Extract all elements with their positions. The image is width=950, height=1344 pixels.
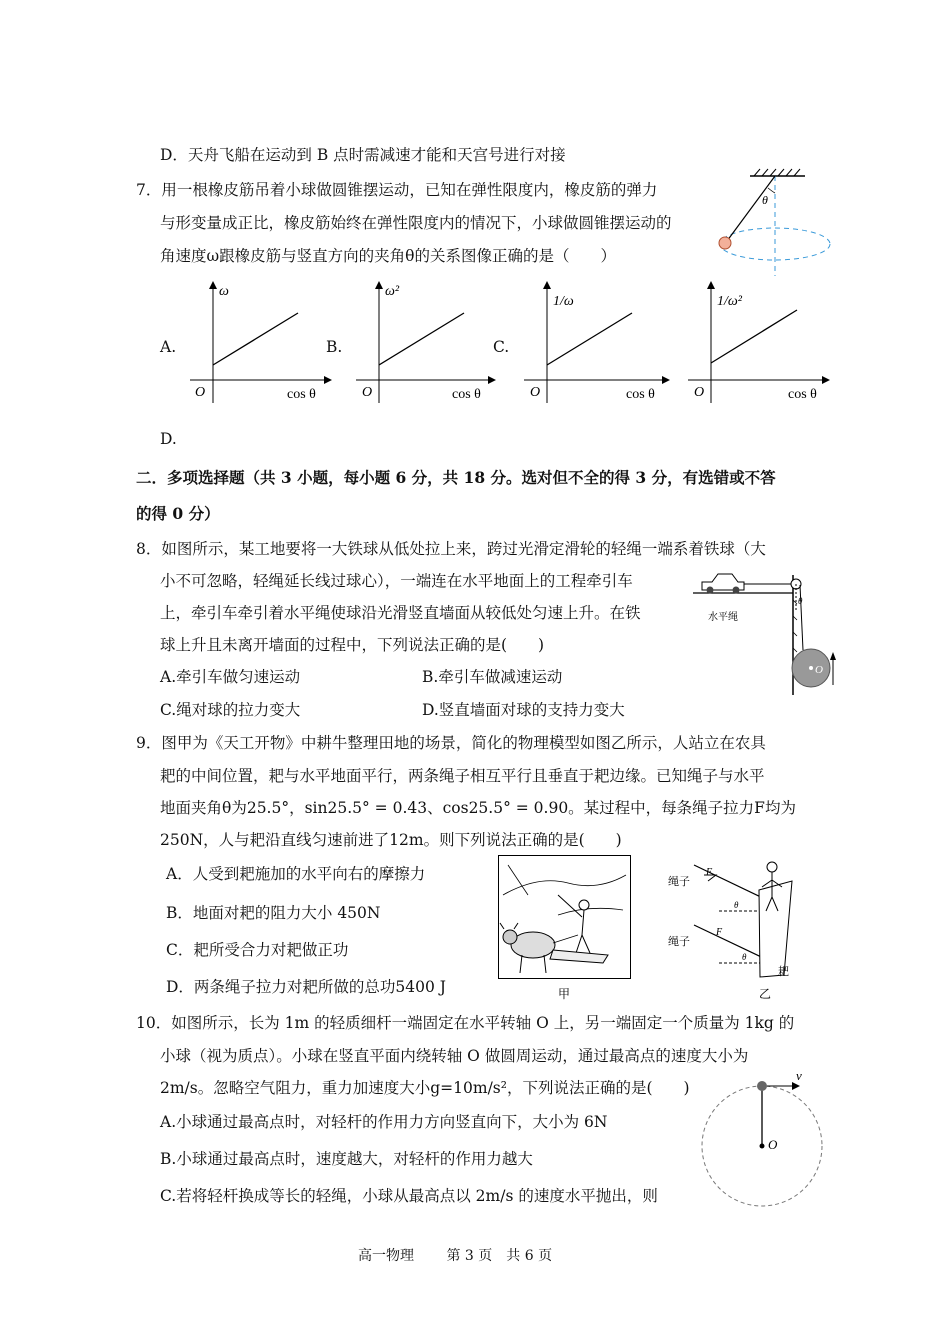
q9-option: D．两条绳子拉力对耙所做的总功5400 J xyxy=(166,978,447,996)
q10-stem-line: 2m/s。忽略空气阻力，重力加速度大小g=10m/s²，下列说法正确的是( ) xyxy=(160,1079,690,1097)
q9-force-label: F xyxy=(706,867,713,878)
q7-graph-c xyxy=(520,278,675,408)
q7-graph-y-label: 1/ω² xyxy=(717,294,742,309)
q7-graph-y-label: 1/ω xyxy=(553,294,574,309)
q9-theta-label: θ xyxy=(734,900,739,910)
q7-graph-x-label: cos θ xyxy=(626,387,655,402)
q9-rope-label: 绳子 xyxy=(668,936,690,948)
q9-stem-line: 地面夹角θ为25.5°，sin25.5° = 0.43、cos25.5° = 0.90。某过程中，每条绳子拉力F均为 xyxy=(160,799,796,817)
q8-theta-label: θ xyxy=(798,596,803,606)
q9-rake-label: 耙 xyxy=(778,966,789,978)
q9-option: A．人受到耙施加的水平向右的摩擦力 xyxy=(166,865,426,883)
q10-velocity-label: v xyxy=(796,1068,802,1083)
q10-axis-label: O xyxy=(768,1137,778,1152)
q10-stem-line: 小球（视为质点）。小球在竖直平面内绕转轴 O 做圆周运动，通过最高点的速度大小为 xyxy=(160,1047,749,1065)
q8-rope-label: 水平绳 xyxy=(708,612,738,623)
q9-stem-line: 耙的中间位置，耙与水平地面平行，两条绳子相互平行且垂直于耙边缘。已知绳子与水平 xyxy=(160,767,765,785)
q10-option: B.小球通过最高点时，速度越大，对轻杆的作用力越大 xyxy=(160,1150,533,1168)
q9-rope-label: 绳子 xyxy=(668,876,690,888)
q9-stem-line: 9．图甲为《天工开物》中耕牛整理田地的场景，简化的物理模型如图乙所示，人站立在农具 xyxy=(136,734,766,752)
q8-pulley-figure xyxy=(688,560,838,695)
q7-theta-label: θ xyxy=(762,193,768,207)
q9-figure-yi xyxy=(664,855,814,1005)
q10-circle-figure xyxy=(698,1070,828,1210)
q7-graph-y-label: ω² xyxy=(385,284,400,299)
q9-option: B．地面对耙的阻力大小 450N xyxy=(166,904,381,922)
q7-graph-origin: O xyxy=(694,385,705,400)
q8-option: C.绳对球的拉力变大 xyxy=(160,701,301,719)
q7-graph-origin: O xyxy=(362,385,373,400)
q7-graph-b xyxy=(352,278,502,408)
q9-fig-jia-label: 甲 xyxy=(558,987,571,1001)
q10-option: C.若将轻杆换成等长的轻绳，小球从最高点以 2m/s 的速度水平抛出，则 xyxy=(160,1187,658,1205)
q9-figure-jia xyxy=(498,855,633,1005)
q8-stem-line: 球上升且未离开墙面的过程中，下列说法正确的是( ) xyxy=(160,636,545,654)
q7-stem-line: 角速度ω跟橡皮筋与竖直方向的夹角θ的关系图像正确的是（ ） xyxy=(160,247,616,265)
q8-option: A.牵引车做匀速运动 xyxy=(160,668,301,686)
q8-option: D.竖直墙面对球的支持力变大 xyxy=(422,701,625,719)
q8-center-label: O xyxy=(815,664,823,676)
section-heading: 二．多项选择题（共 3 小题，每小题 6 分，共 18 分。选对但不全的得 3 分，有选错或不答 xyxy=(136,468,776,487)
section-heading: 的得 0 分） xyxy=(136,504,220,523)
q7-graph-x-label: cos θ xyxy=(287,387,316,402)
q7-graph-y-label: ω xyxy=(219,284,229,299)
q7-graph-origin: O xyxy=(530,385,541,400)
q9-stem-line: 250N，人与耙沿直线匀速前进了12m。则下列说法正确的是( ) xyxy=(160,831,622,849)
q7-graph-a xyxy=(185,278,335,408)
q6-option-d: D．天舟飞船在运动到 B 点时需减速才能和天宫号进行对接 xyxy=(160,146,566,164)
q9-option: C．耙所受合力对耙做正功 xyxy=(166,941,349,959)
q7-graph-origin: O xyxy=(195,385,206,400)
q8-stem-line: 上，牵引车牵引着水平绳使球沿光滑竖直墙面从较低处匀速上升。在铁 xyxy=(160,604,641,622)
q9-fig-yi-label: 乙 xyxy=(759,987,772,1001)
q7-stem-line: 7．用一根橡皮筋吊着小球做圆锥摆运动，已知在弹性限度内，橡皮筋的弹力 xyxy=(136,181,658,199)
q7-option-label: D. xyxy=(160,430,177,448)
q7-option-label: C. xyxy=(493,338,510,356)
q8-stem-line: 小不可忽略，轻绳延长线过球心），一端连在水平地面上的工程牵引车 xyxy=(160,572,633,590)
q8-option: B.牵引车做减速运动 xyxy=(422,668,563,686)
q7-conical-pendulum-figure xyxy=(710,168,835,278)
page-footer: 高一物理 第 3 页 共 6 页 xyxy=(358,1248,553,1264)
q9-theta-label: θ xyxy=(742,952,747,962)
q10-option: A.小球通过最高点时，对轻杆的作用力方向竖直向下，大小为 6N xyxy=(160,1113,608,1131)
q10-stem-line: 10．如图所示，长为 1m 的轻质细杆一端固定在水平转轴 O 上，另一端固定一个质量为 1kg 的 xyxy=(136,1014,795,1032)
q7-stem-line: 与形变量成正比，橡皮筋始终在弹性限度内的情况下，小球做圆锥摆运动的 xyxy=(160,214,672,232)
q9-force-label: F xyxy=(716,927,723,938)
q8-stem-line: 8．如图所示，某工地要将一大铁球从低处拉上来，跨过光滑定滑轮的轻绳一端系着铁球（大 xyxy=(136,540,766,558)
q7-graph-x-label: cos θ xyxy=(452,387,481,402)
q7-option-label: B. xyxy=(326,338,343,356)
q7-graph-x-label: cos θ xyxy=(788,387,817,402)
q7-option-label: A. xyxy=(160,338,177,356)
q7-graph-d xyxy=(685,278,835,408)
